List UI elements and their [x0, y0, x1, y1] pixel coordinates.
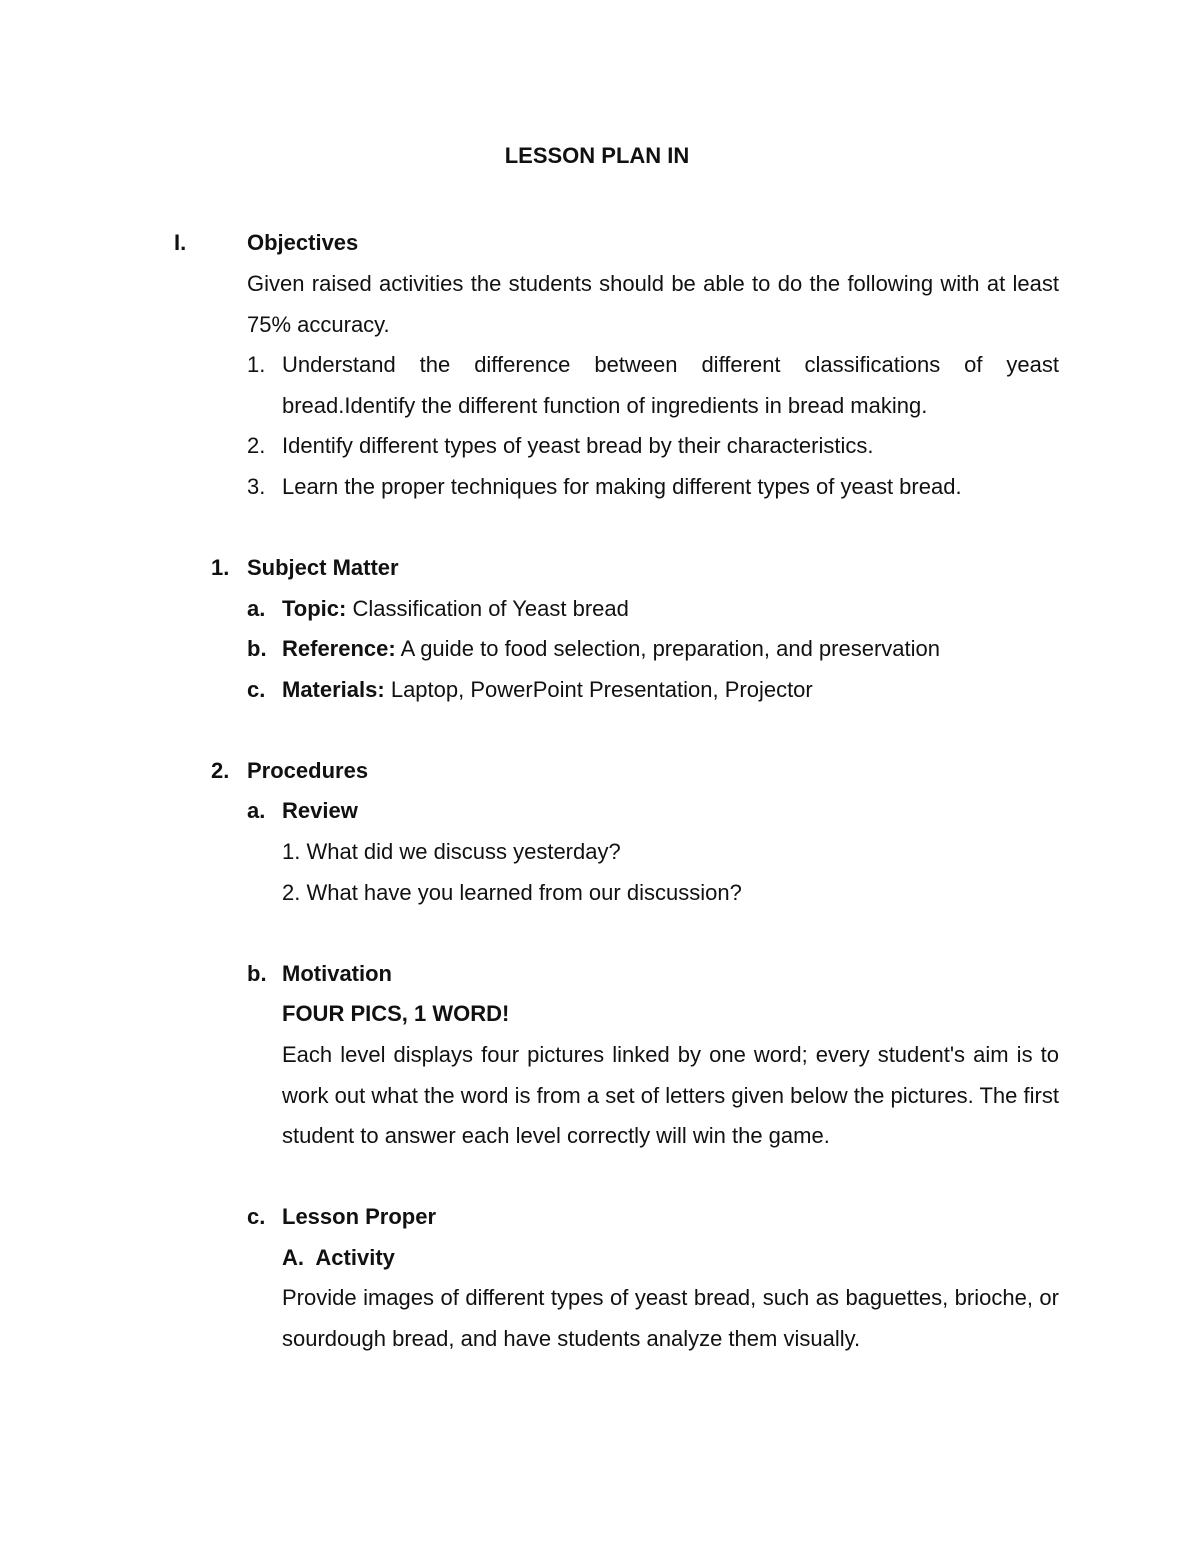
objectives-heading: Objectives	[247, 230, 359, 255]
objective-item: 1. Understand the difference between different classifications of yeast bread.Identify the different function of ingredients in bread making.	[247, 352, 1059, 418]
review-heading: Review	[282, 798, 358, 823]
motivation-letter: b.	[247, 961, 267, 986]
motivation-heading: Motivation	[282, 961, 392, 986]
activity-text: Provide images of different types of yeast bread, such as baguettes, brioche, or sourdough bread, and have students analyze them visually.	[282, 1285, 1059, 1351]
activity-heading: A. Activity	[282, 1245, 395, 1270]
objectives-number: I.	[174, 230, 187, 255]
materials-letter: c.	[247, 677, 266, 702]
objective-item: 3. Learn the proper techniques for making different types of yeast bread.	[247, 473, 962, 499]
reference-letter: b.	[247, 636, 267, 661]
subject-matter-number: 1.	[211, 555, 230, 580]
objective-item: 2. Identify different types of yeast bread by their characteristics.	[247, 433, 874, 458]
review-question: 2. What have you learned from our discussion?	[282, 880, 742, 905]
objectives-intro: Given raised activities the students should be able to do the following with at least 75% accuracy.	[247, 271, 1059, 337]
topic-letter: a.	[247, 596, 266, 621]
materials-line: Materials: Laptop, PowerPoint Presentation, Projector	[282, 677, 813, 702]
game-title: FOUR PICS, 1 WORD!	[282, 1001, 510, 1026]
objectives-list	[247, 345, 1059, 507]
page-title: LESSON PLAN IN	[504, 143, 690, 168]
subject-matter-heading: Subject Matter	[247, 555, 399, 580]
motivation-text: Each level displays four pictures linked by one word; every student's aim is to work out what the word is from a set of letters given below the pictures. The first student to answer each level correctly will win the game.	[282, 1042, 1059, 1148]
reference-line: Reference: A guide to food selection, preparation, and preservation	[282, 636, 940, 661]
topic-line: Topic: Classification of Yeast bread	[282, 596, 629, 621]
review-letter: a.	[247, 798, 266, 823]
lesson-proper-heading: Lesson Proper	[282, 1204, 437, 1229]
review-question: 1. What did we discuss yesterday?	[282, 839, 621, 864]
procedures-heading: Procedures	[247, 758, 369, 783]
procedures-number: 2.	[211, 758, 230, 783]
lesson-proper-letter: c.	[247, 1204, 266, 1229]
